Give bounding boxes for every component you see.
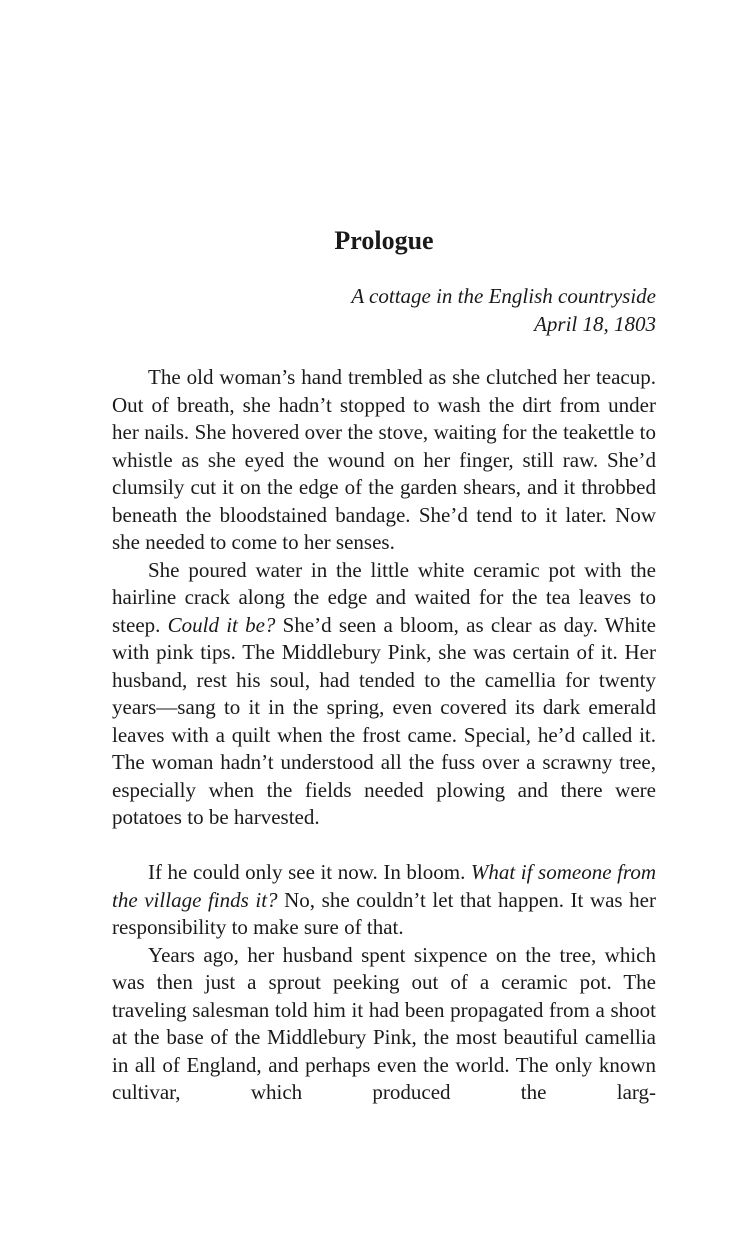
- paragraph-3-italic: What if someone from the village finds it?: [112, 860, 656, 912]
- paragraph-3: [112, 859, 656, 942]
- paragraph-3-text-b: No, she couldn’t let that happen. It was her responsibility to make sure of that.: [112, 887, 656, 939]
- body-text: [112, 364, 656, 1107]
- paragraph-4: Years ago, her husband spent sixpence on the tree, which was then just a sprout peeking out of a ceramic pot. The traveling salesman told him it had been propagated from a shoot at the base of the Middlebury Pink, the most beautiful camellia in all of England, and perhaps even the world. The only known cultivar, which produced the larg-: [112, 942, 656, 1104]
- epigraph-place: A cottage in the English countryside: [351, 284, 656, 308]
- paragraph-2-italic: Could it be?: [167, 612, 276, 637]
- paragraph-3-text-a: If he could only see it now. In bloom.: [148, 860, 471, 884]
- epigraph-date: April 18, 1803: [534, 312, 656, 336]
- chapter-title: Prologue: [334, 226, 434, 255]
- paragraph-1: The old woman’s hand trembled as she clutched her teacup. Out of breath, she hadn’t stopped to wash the dirt from under her nails. She hovered over the stove, waiting for the teakettle to whistle as she eyed the wound on her finger, still raw. She’d clumsily cut it on the edge of the garden shears, and it throbbed beneath the bloodstained bandage. She’d tend to it later. Now she needed to come to her senses.: [112, 365, 656, 554]
- paragraph-2-text-b: She’d seen a bloom, as clear as day. White with pink tips. The Middlebury Pink, she was certain of it. Her husband, rest his soul, had tended to the camellia for twenty years—sang to it in the spring, even covered its dark emerald leaves with a quilt when the frost came. Special, he’d called it. The woman hadn’t understood all the fuss over a scrawny tree, especially when the fields needed plowing and there were potatoes to be harvested.: [112, 612, 656, 829]
- paragraph-2: [112, 557, 656, 832]
- chapter-epigraph: [112, 282, 656, 338]
- paragraph-2-text-a: She poured water in the little white ceramic pot with the hairline crack along the edge and waited for the tea leaves to steep.: [112, 557, 656, 637]
